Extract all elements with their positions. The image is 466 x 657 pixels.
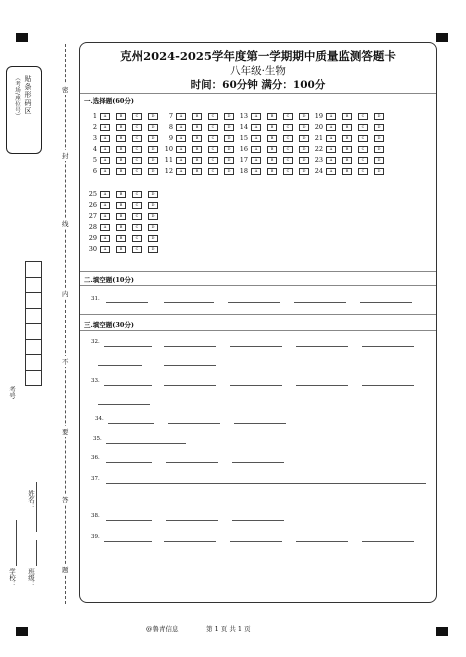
option-bubble[interactable]: C (358, 146, 368, 153)
question-number: 24 (314, 167, 323, 175)
question-number: 11 (164, 156, 173, 164)
option-bubble[interactable]: D (224, 113, 234, 120)
answer-blank[interactable] (98, 365, 142, 366)
choice-group-2[interactable] (162, 111, 240, 177)
choice-row (86, 189, 164, 200)
footer-left: @鲁青信息 (146, 625, 179, 633)
seal-char: 内 (62, 290, 69, 298)
option-bubble[interactable]: C (283, 146, 293, 153)
option-bubble[interactable]: A (100, 157, 110, 164)
footer-page-number: 第 1 页 共 1 页 (206, 625, 251, 633)
option-bubble[interactable]: C (283, 157, 293, 164)
option-bubble[interactable]: B (342, 135, 352, 142)
fill-question-number: 38. (91, 513, 100, 519)
answer-blank[interactable] (106, 483, 426, 484)
question-number: 17 (239, 156, 248, 164)
answer-blank[interactable] (228, 302, 280, 303)
option-bubble[interactable]: A (100, 235, 110, 242)
answer-blank[interactable] (166, 462, 218, 463)
option-bubble[interactable]: A (251, 113, 261, 120)
option-bubble[interactable]: A (100, 246, 110, 253)
option-bubble[interactable]: D (299, 168, 309, 175)
option-bubble[interactable]: C (132, 235, 142, 242)
section-divider (80, 271, 436, 272)
option-bubble[interactable]: C (358, 113, 368, 120)
answer-blank[interactable] (230, 346, 282, 347)
answer-blank[interactable] (164, 541, 216, 542)
option-bubble[interactable]: A (176, 157, 186, 164)
question-number: 19 (314, 112, 323, 120)
option-bubble[interactable]: C (132, 168, 142, 175)
choice-row (86, 166, 164, 177)
question-number: 25 (88, 190, 97, 198)
answer-card (79, 42, 437, 603)
option-bubble[interactable]: D (224, 135, 234, 142)
option-bubble[interactable]: A (176, 146, 186, 153)
option-bubble[interactable]: B (342, 146, 352, 153)
answer-blank[interactable] (362, 346, 414, 347)
option-bubble[interactable]: C (132, 113, 142, 120)
option-bubble[interactable]: A (176, 113, 186, 120)
answer-blank[interactable] (104, 385, 152, 386)
option-bubble[interactable]: D (148, 246, 158, 253)
option-bubble[interactable]: B (192, 124, 202, 131)
choice-row (312, 133, 390, 144)
question-number: 13 (239, 112, 248, 120)
fill-question-number: 31. (91, 296, 100, 302)
answer-blank[interactable] (106, 462, 152, 463)
answer-blank[interactable] (104, 541, 152, 542)
option-bubble[interactable]: B (116, 157, 126, 164)
answer-blank[interactable] (164, 302, 214, 303)
option-bubble[interactable]: B (192, 135, 202, 142)
option-bubble[interactable]: C (283, 168, 293, 175)
option-bubble[interactable]: A (326, 146, 336, 153)
option-bubble[interactable]: D (299, 124, 309, 131)
option-bubble[interactable]: C (208, 135, 218, 142)
option-bubble[interactable]: B (116, 135, 126, 142)
choice-row (162, 133, 240, 144)
option-bubble[interactable]: D (148, 113, 158, 120)
option-bubble[interactable]: C (208, 168, 218, 175)
option-bubble[interactable]: C (208, 157, 218, 164)
option-bubble[interactable]: B (267, 157, 277, 164)
choice-group-4[interactable] (312, 111, 390, 177)
option-bubble[interactable]: D (374, 135, 384, 142)
section-divider (80, 330, 436, 331)
question-number: 10 (164, 145, 173, 153)
option-bubble[interactable]: C (132, 213, 142, 220)
seal-char: 封 (62, 152, 69, 160)
answer-blank[interactable] (164, 346, 216, 347)
corner-marker-top-right (436, 33, 448, 42)
option-bubble[interactable]: D (148, 235, 158, 242)
corner-marker-bottom-left (16, 627, 28, 636)
question-number: 27 (88, 212, 97, 220)
option-bubble[interactable]: C (132, 124, 142, 131)
option-bubble[interactable]: A (100, 213, 110, 220)
question-number: 2 (92, 123, 97, 131)
option-bubble[interactable]: C (132, 146, 142, 153)
option-bubble[interactable]: A (251, 146, 261, 153)
option-bubble[interactable]: A (251, 124, 261, 131)
option-bubble[interactable]: D (148, 135, 158, 142)
option-bubble[interactable]: D (374, 146, 384, 153)
option-bubble[interactable]: C (358, 168, 368, 175)
option-bubble[interactable]: C (132, 224, 142, 231)
option-bubble[interactable]: A (326, 157, 336, 164)
option-bubble[interactable]: D (374, 157, 384, 164)
question-number: 5 (92, 156, 97, 164)
choice-row (237, 111, 315, 122)
option-bubble[interactable]: D (224, 168, 234, 175)
choice-row (237, 166, 315, 177)
option-bubble[interactable]: D (148, 157, 158, 164)
option-bubble[interactable]: B (342, 113, 352, 120)
answer-blank[interactable] (296, 541, 348, 542)
class-underline[interactable] (36, 540, 37, 566)
question-number: 22 (314, 145, 323, 153)
seal-char: 要 (62, 428, 69, 436)
choice-row (237, 155, 315, 166)
option-bubble[interactable]: C (208, 146, 218, 153)
option-bubble[interactable]: C (283, 113, 293, 120)
option-bubble[interactable]: D (299, 157, 309, 164)
option-bubble[interactable]: C (358, 157, 368, 164)
option-bubble[interactable]: A (176, 135, 186, 142)
name-label: 姓名： (27, 490, 35, 510)
answer-blank[interactable] (230, 385, 282, 386)
answer-blank[interactable] (166, 520, 218, 521)
option-bubble[interactable]: C (283, 135, 293, 142)
question-number: 3 (92, 134, 97, 142)
option-bubble[interactable]: A (326, 113, 336, 120)
option-bubble[interactable]: C (132, 246, 142, 253)
choice-group-3[interactable] (237, 111, 315, 177)
option-bubble[interactable]: B (192, 113, 202, 120)
answer-blank[interactable] (234, 423, 286, 424)
option-bubble[interactable]: B (267, 168, 277, 175)
option-bubble[interactable]: D (148, 146, 158, 153)
question-number: 29 (88, 234, 97, 242)
answer-blank[interactable] (164, 385, 216, 386)
fill-question-number: 32. (91, 339, 100, 345)
question-number: 1 (92, 112, 97, 120)
fill-question-number: 34. (95, 416, 104, 422)
option-bubble[interactable]: A (100, 202, 110, 209)
option-bubble[interactable]: A (100, 224, 110, 231)
section-fill-title: 二.填空题(10分) (84, 276, 134, 284)
answer-blank[interactable] (232, 520, 284, 521)
choice-row (86, 122, 164, 133)
page-title: 克州2024-2025学年度第一学期期中质量监测答题卡 (120, 49, 396, 63)
option-bubble[interactable]: A (176, 168, 186, 175)
option-bubble[interactable]: C (132, 202, 142, 209)
option-bubble[interactable]: B (342, 168, 352, 175)
section-fill2-title: 三.填空题(30分) (84, 321, 134, 329)
option-bubble[interactable]: D (299, 146, 309, 153)
option-bubble[interactable]: B (192, 146, 202, 153)
answer-blank[interactable] (362, 385, 414, 386)
question-number: 12 (164, 167, 173, 175)
choice-row (86, 233, 164, 244)
option-bubble[interactable]: C (283, 124, 293, 131)
option-bubble[interactable]: D (374, 168, 384, 175)
option-bubble[interactable]: A (326, 135, 336, 142)
fill-question-number: 39. (91, 534, 100, 540)
option-bubble[interactable]: D (224, 124, 234, 131)
option-bubble[interactable]: B (192, 157, 202, 164)
option-bubble[interactable]: B (116, 235, 126, 242)
answer-blank[interactable] (168, 423, 220, 424)
option-bubble[interactable]: D (374, 113, 384, 120)
question-number: 20 (314, 123, 323, 131)
option-bubble[interactable]: D (148, 202, 158, 209)
choice-row (86, 155, 164, 166)
exam-number-grid[interactable] (25, 262, 42, 386)
answer-blank[interactable] (106, 302, 148, 303)
fill-question-number: 37. (91, 476, 100, 482)
answer-blank[interactable] (230, 541, 282, 542)
answer-blank[interactable] (108, 423, 154, 424)
choice-row (86, 222, 164, 233)
barcode-title: 贴条形码区 (24, 75, 32, 115)
question-number: 28 (88, 223, 97, 231)
question-number: 18 (239, 167, 248, 175)
option-bubble[interactable]: D (148, 124, 158, 131)
option-bubble[interactable]: B (342, 157, 352, 164)
choice-row (312, 155, 390, 166)
option-bubble[interactable]: A (100, 191, 110, 198)
fill-question-number: 36. (91, 455, 100, 461)
section-divider (80, 93, 436, 94)
option-bubble[interactable]: D (224, 146, 234, 153)
fill-question-number: 35. (93, 436, 102, 442)
choice-row (162, 155, 240, 166)
choice-row (237, 144, 315, 155)
option-bubble[interactable]: D (148, 168, 158, 175)
choice-row (86, 244, 164, 255)
question-number: 15 (239, 134, 248, 142)
seal-char: 线 (62, 220, 69, 228)
answer-blank[interactable] (232, 462, 284, 463)
option-bubble[interactable]: C (132, 157, 142, 164)
option-bubble[interactable]: B (116, 213, 126, 220)
option-bubble[interactable]: A (326, 168, 336, 175)
option-bubble[interactable]: B (116, 168, 126, 175)
choice-row (86, 200, 164, 211)
question-number: 9 (168, 134, 173, 142)
option-bubble[interactable]: C (132, 135, 142, 142)
question-number: 21 (314, 134, 323, 142)
choice-row (86, 144, 164, 155)
choice-row (237, 133, 315, 144)
option-bubble[interactable]: B (267, 146, 277, 153)
corner-marker-top-left (16, 33, 28, 42)
school-label: 学校： (8, 568, 16, 588)
section-divider (80, 285, 436, 286)
time-score-label: 时间：60分钟 满分：100分 (190, 79, 326, 91)
option-bubble[interactable]: A (251, 168, 261, 175)
option-bubble[interactable]: A (251, 135, 261, 142)
option-bubble[interactable]: B (192, 168, 202, 175)
choice-row (162, 144, 240, 155)
question-number: 4 (92, 145, 97, 153)
option-bubble[interactable]: A (176, 124, 186, 131)
answer-blank[interactable] (294, 302, 346, 303)
school-underline[interactable] (16, 520, 17, 566)
option-bubble[interactable]: A (100, 168, 110, 175)
option-bubble[interactable]: D (374, 124, 384, 131)
option-bubble[interactable]: B (116, 224, 126, 231)
question-number: 7 (168, 112, 173, 120)
question-number: 23 (314, 156, 323, 164)
option-bubble[interactable]: D (224, 157, 234, 164)
seal-char: 题 (62, 566, 69, 574)
choice-row (312, 166, 390, 177)
option-bubble[interactable]: B (116, 202, 126, 209)
answer-blank[interactable] (362, 541, 414, 542)
option-bubble[interactable]: B (116, 146, 126, 153)
choice-row (162, 111, 240, 122)
option-bubble[interactable]: B (116, 113, 126, 120)
answer-blank[interactable] (106, 443, 186, 444)
question-number: 14 (239, 123, 248, 131)
question-number: 30 (88, 245, 97, 253)
option-bubble[interactable]: A (251, 157, 261, 164)
question-number: 16 (239, 145, 248, 153)
section-divider (80, 314, 436, 315)
option-bubble[interactable]: B (116, 124, 126, 131)
choice-group-5[interactable] (86, 189, 164, 255)
option-bubble[interactable]: B (342, 124, 352, 131)
option-bubble[interactable]: B (267, 113, 277, 120)
option-bubble[interactable]: A (100, 124, 110, 131)
answer-blank[interactable] (104, 346, 152, 347)
option-bubble[interactable]: A (326, 124, 336, 131)
seal-char: 答 (62, 496, 69, 504)
option-bubble[interactable]: D (148, 224, 158, 231)
choice-row (237, 122, 315, 133)
option-bubble[interactable]: B (267, 124, 277, 131)
option-bubble[interactable]: A (100, 135, 110, 142)
choice-row (86, 111, 164, 122)
option-bubble[interactable]: C (358, 135, 368, 142)
choice-row (312, 122, 390, 133)
choice-row (86, 211, 164, 222)
answer-blank[interactable] (360, 302, 412, 303)
seal-line (65, 44, 66, 604)
choice-row (312, 111, 390, 122)
option-bubble[interactable]: C (208, 113, 218, 120)
choice-row (162, 122, 240, 133)
option-bubble[interactable]: D (148, 213, 158, 220)
option-bubble[interactable]: C (358, 124, 368, 131)
question-number: 26 (88, 201, 97, 209)
barcode-area (6, 66, 42, 154)
subject-label: 八年级·生物 (230, 65, 286, 77)
answer-blank[interactable] (106, 520, 152, 521)
choice-group-1[interactable] (86, 111, 164, 177)
question-number: 8 (168, 123, 173, 131)
fill-question-number: 33. (91, 378, 100, 384)
answer-blank[interactable] (296, 346, 348, 347)
class-label: 班级： (27, 568, 35, 588)
option-bubble[interactable]: D (148, 191, 158, 198)
option-bubble[interactable]: B (116, 246, 126, 253)
section-choice-title: 一.选择题(60分) (84, 97, 134, 105)
option-bubble[interactable]: C (208, 124, 218, 131)
question-number: 6 (92, 167, 97, 175)
answer-blank[interactable] (164, 365, 216, 366)
option-bubble[interactable]: B (267, 135, 277, 142)
seal-char: 不 (62, 358, 69, 366)
corner-marker-bottom-right (436, 627, 448, 636)
option-bubble[interactable]: B (116, 191, 126, 198)
choice-row (312, 144, 390, 155)
seal-char: 密 (62, 86, 69, 94)
option-bubble[interactable]: A (100, 113, 110, 120)
answer-blank[interactable] (296, 385, 348, 386)
option-bubble[interactable]: A (100, 146, 110, 153)
name-underline[interactable] (36, 482, 37, 532)
option-bubble[interactable]: C (132, 191, 142, 198)
barcode-note: （考场/座位号） (14, 75, 20, 120)
exam-number-label: 考号 (8, 386, 16, 399)
choice-row (162, 166, 240, 177)
choice-row (86, 133, 164, 144)
option-bubble[interactable]: D (299, 135, 309, 142)
option-bubble[interactable]: D (299, 113, 309, 120)
answer-blank[interactable] (98, 404, 150, 405)
